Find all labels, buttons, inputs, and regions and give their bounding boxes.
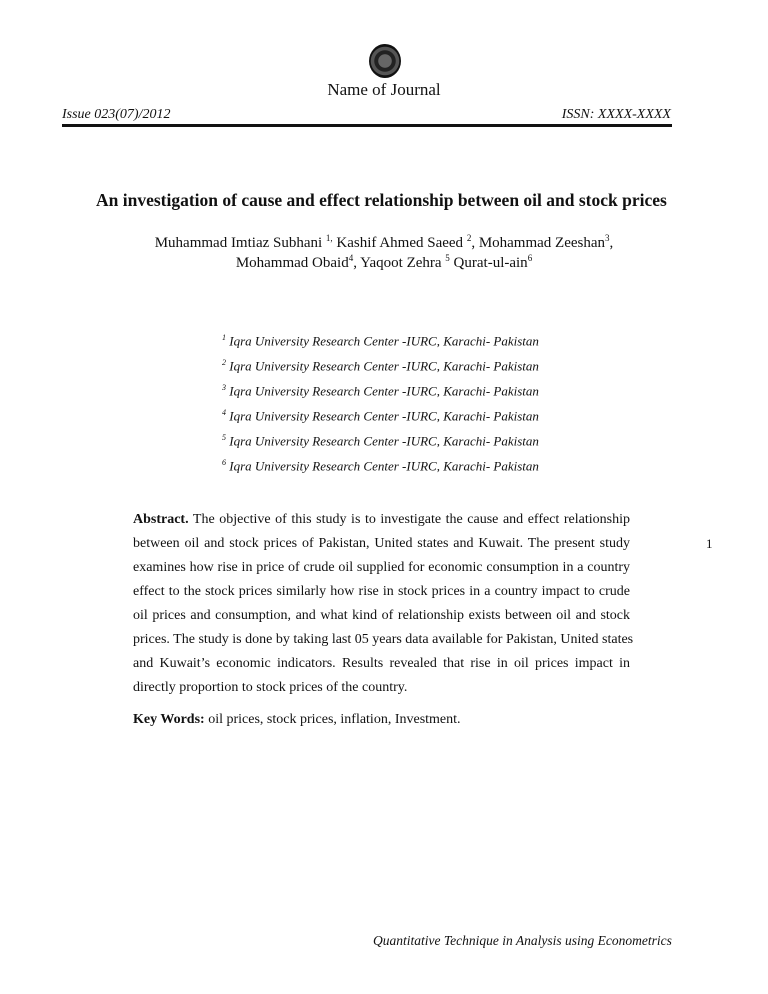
author-sup: 6 bbox=[527, 253, 533, 263]
author-sup: 1, bbox=[325, 233, 333, 243]
affiliation-text: Iqra University Research Center -IURC, Karachi- Pakistan bbox=[226, 383, 539, 399]
paper-title: An investigation of cause and effect relationship between oil and stock prices bbox=[96, 190, 667, 210]
author-sup: 3 bbox=[605, 233, 610, 243]
keywords-text: oil prices, stock prices, inflation, Investment. bbox=[204, 712, 461, 727]
affiliation-num: 1 bbox=[222, 333, 226, 342]
affiliation-text: Iqra University Research Center -IURC, Karachi- Pakistan bbox=[226, 333, 539, 349]
keywords bbox=[133, 711, 461, 729]
page-number: 1 bbox=[706, 536, 713, 551]
abstract-label: Abstract. bbox=[133, 512, 189, 527]
abstract-line: examines how rise in price of crude oil supplied for economic consumption in a country bbox=[133, 560, 630, 575]
author-name: , Mohammad Zeeshan bbox=[471, 235, 606, 251]
author-sup: 5 bbox=[445, 253, 450, 263]
abstract-line bbox=[133, 511, 630, 529]
abstract-line: oil prices and consumption, and what kind of relationship exists between oil and stock bbox=[133, 608, 630, 623]
authors-line-2 bbox=[0, 253, 768, 272]
author-sup: 4 bbox=[348, 253, 354, 263]
author-sep: , bbox=[609, 235, 614, 251]
affiliation-num: 6 bbox=[222, 458, 226, 467]
affiliation bbox=[222, 333, 539, 349]
affiliation-text: Iqra University Research Center -IURC, Karachi- Pakistan bbox=[226, 458, 539, 474]
affiliation bbox=[222, 458, 539, 474]
author-name: Kashif Ahmed Saeed bbox=[332, 235, 467, 251]
keywords-label: Key Words: bbox=[133, 712, 205, 727]
affiliation bbox=[222, 383, 539, 399]
affiliation-text: Iqra University Research Center -IURC, Karachi- Pakistan bbox=[226, 408, 539, 424]
journal-name: Name of Journal bbox=[327, 80, 441, 99]
affiliation bbox=[222, 408, 539, 424]
affiliation-num: 5 bbox=[222, 433, 226, 442]
affiliation-num: 3 bbox=[222, 383, 226, 392]
issue-label: Issue 023(07)/2012 bbox=[62, 107, 171, 122]
abstract-line: and Kuwait’s economic indicators. Results revealed that rise in oil prices impact in bbox=[133, 656, 630, 671]
footer-text: Quantitative Technique in Analysis using Econometrics bbox=[373, 933, 672, 948]
authors-line-1 bbox=[0, 233, 768, 252]
header-rule bbox=[62, 124, 672, 127]
affiliation bbox=[222, 358, 539, 374]
abstract-line: prices. The study is done by taking last 05 years data available for Pakistan, United states bbox=[133, 632, 634, 647]
author-name: Muhammad Imtiaz Subhani bbox=[154, 235, 326, 251]
author-name: Qurat-ul-ain bbox=[449, 255, 528, 271]
affiliation-text: Iqra University Research Center -IURC, Karachi- Pakistan bbox=[226, 358, 539, 374]
issn-label: ISSN: XXXX-XXXX bbox=[561, 107, 671, 122]
journal-seal-logo bbox=[369, 44, 401, 78]
affiliation bbox=[222, 433, 539, 449]
affiliation-num: 4 bbox=[222, 408, 226, 417]
author-sup: 2 bbox=[466, 233, 472, 243]
author-name: Mohammad Obaid bbox=[235, 255, 349, 271]
abstract-text: The objective of this study is to investigate the cause and effect relationship bbox=[188, 512, 630, 527]
affiliation-text: Iqra University Research Center -IURC, Karachi- Pakistan bbox=[226, 433, 539, 449]
affiliation-num: 2 bbox=[222, 358, 226, 367]
abstract-line: effect to the stock prices similarly how rise in stock prices in a country impact to crude bbox=[133, 584, 630, 599]
abstract-line: between oil and stock prices of Pakistan, United states and Kuwait. The present study bbox=[133, 536, 630, 551]
abstract-line: directly proportion to stock prices of the country. bbox=[133, 680, 408, 695]
author-name: , Yaqoot Zehra bbox=[353, 255, 446, 271]
